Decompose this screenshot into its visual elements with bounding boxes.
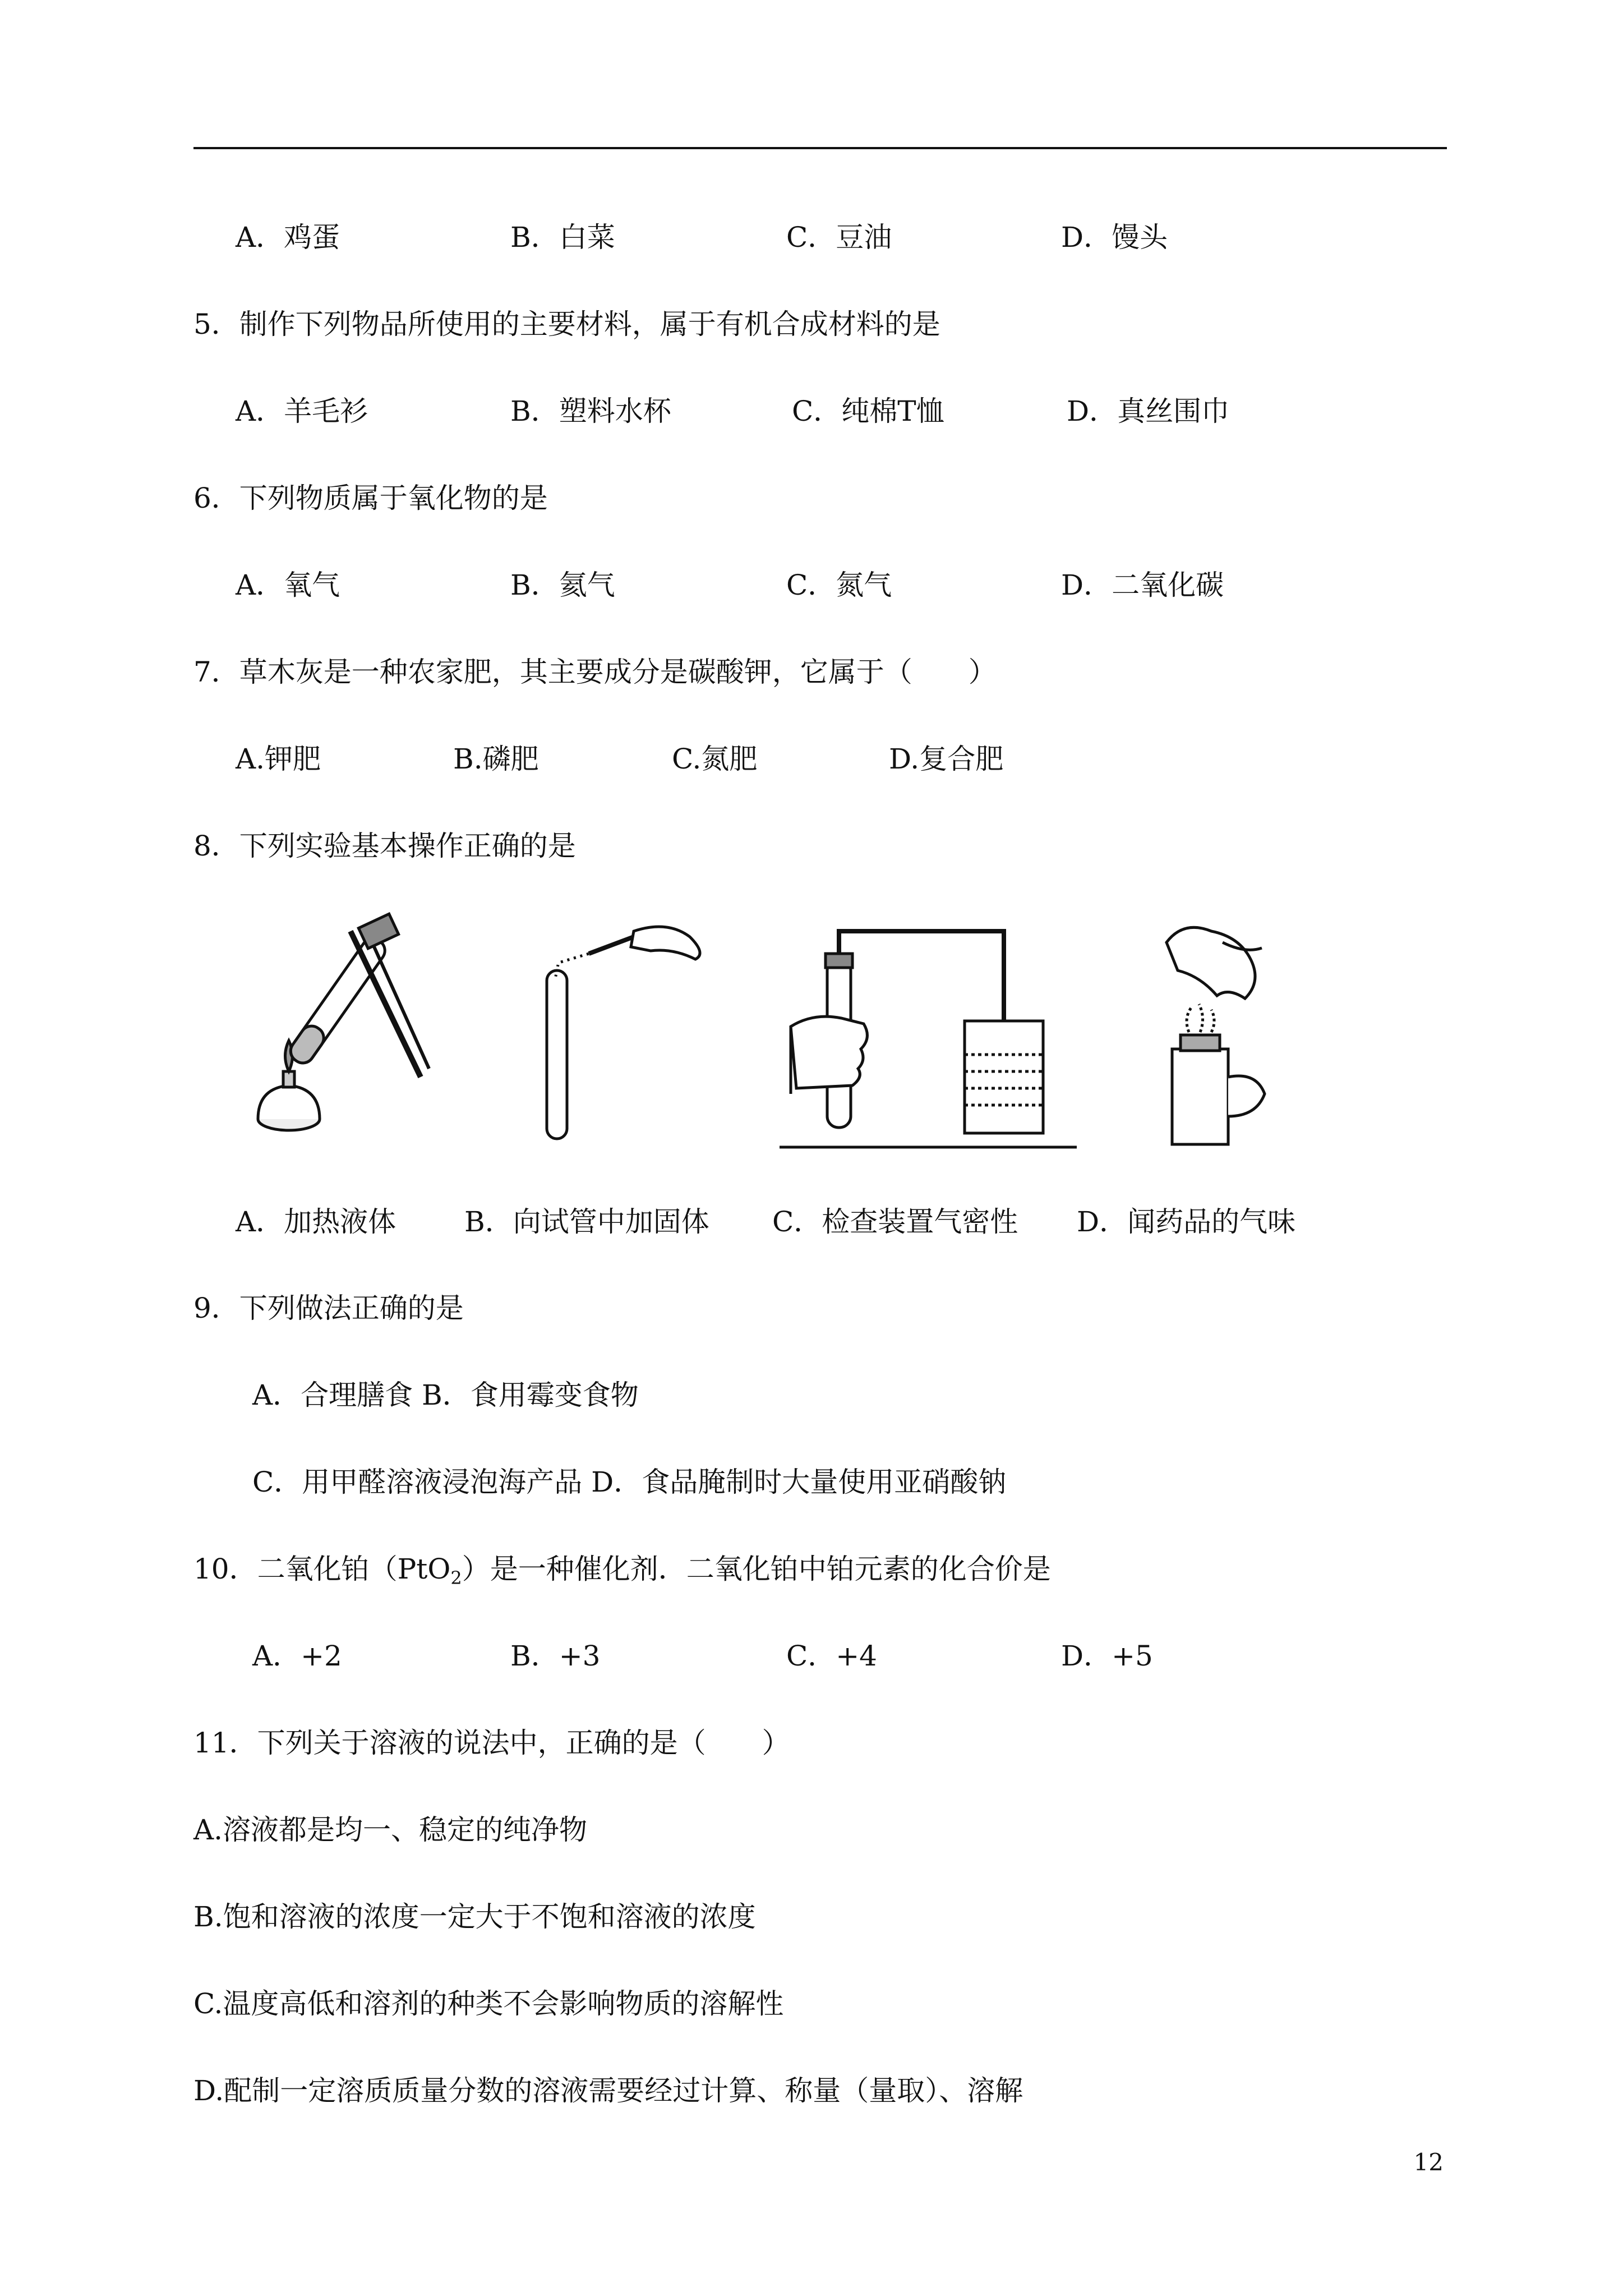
q10-options bbox=[252, 1634, 1430, 1678]
page-number: 12 bbox=[1413, 2148, 1444, 2176]
q8-captions bbox=[236, 1199, 1413, 1244]
q10-option-c: C．+4 bbox=[786, 1640, 877, 1672]
q4-option-a: A．鸡蛋 bbox=[236, 221, 340, 254]
q11-option-c: C.温度高低和溶剂的种类不会影响物质的溶解性 bbox=[193, 1987, 784, 2020]
q8-caption-a: A．加热液体 bbox=[236, 1205, 396, 1238]
q5-option-b: B．塑料水杯 bbox=[510, 395, 671, 427]
figure-adding-solid bbox=[505, 909, 718, 1156]
q8-caption-b: B．向试管中加固体 bbox=[464, 1205, 709, 1238]
q8-caption-d: D．闻药品的气味 bbox=[1077, 1205, 1296, 1238]
q11-option-a: A.溶液都是均一、稳定的纯净物 bbox=[193, 1814, 588, 1846]
q4-options bbox=[236, 215, 1413, 260]
q6-option-b: B．氦气 bbox=[510, 569, 615, 601]
q10-stem-subscript: 2 bbox=[450, 1567, 462, 1589]
q5-stem: 5．制作下列物品所使用的主要材料，属于有机合成材料的是 bbox=[193, 308, 940, 341]
q5-option-d: D．真丝围巾 bbox=[1067, 395, 1230, 427]
q8-caption-c: C．检查装置气密性 bbox=[772, 1205, 1018, 1238]
q8-figures bbox=[224, 909, 1346, 1156]
q7-option-b: B.磷肥 bbox=[453, 743, 539, 775]
q5-options bbox=[236, 389, 1413, 434]
q7-option-a: A.钾肥 bbox=[236, 743, 321, 775]
q7-options bbox=[236, 737, 1413, 781]
figure-smelling-odor bbox=[1133, 909, 1335, 1156]
q10-option-b: B．+3 bbox=[510, 1640, 601, 1672]
q6-options bbox=[236, 563, 1413, 608]
q7-stem: 7．草木灰是一种农家肥，其主要成分是碳酸钾，它属于（ ） bbox=[193, 656, 997, 688]
figure-airtightness-check bbox=[780, 909, 1082, 1156]
q6-stem: 6．下列物质属于氧化物的是 bbox=[193, 482, 548, 514]
q9-options-line-2: C．用甲醛溶液浸泡海产品 D．食品腌制时大量使用亚硝酸钠 bbox=[252, 1466, 1007, 1498]
q4-option-b: B．白菜 bbox=[510, 221, 615, 254]
q7-option-d: D.复合肥 bbox=[889, 743, 1004, 775]
q4-option-d: D．馒头 bbox=[1061, 221, 1168, 254]
q5-option-a: A．羊毛衫 bbox=[236, 395, 368, 427]
q4-option-c: C．豆油 bbox=[786, 221, 892, 254]
q11-option-d: D.配制一定溶质质量分数的溶液需要经过计算、称量（量取）、溶解 bbox=[193, 2074, 1023, 2107]
q10-stem-post: ）是一种催化剂．二氧化铂中铂元素的化合价是 bbox=[462, 1553, 1051, 1585]
header-rule bbox=[193, 147, 1447, 149]
q6-option-a: A．氧气 bbox=[236, 569, 340, 601]
q5-option-c: C．纯棉T恤 bbox=[792, 395, 944, 427]
q6-option-c: C．氮气 bbox=[786, 569, 892, 601]
q8-stem: 8．下列实验基本操作正确的是 bbox=[193, 830, 576, 862]
q9-stem: 9．下列做法正确的是 bbox=[193, 1292, 464, 1324]
q7-option-c: C.氮肥 bbox=[672, 743, 758, 775]
q10-stem bbox=[193, 1547, 1051, 1591]
q9-options-line-1: A．合理膳食 B．食用霉变食物 bbox=[252, 1379, 639, 1411]
q11-option-b: B.饱和溶液的浓度一定大于不饱和溶液的浓度 bbox=[193, 1901, 756, 1933]
figure-heating-liquid bbox=[236, 909, 471, 1156]
q10-option-d: D．+5 bbox=[1061, 1640, 1153, 1672]
q11-stem: 11．下列关于溶液的说法中，正确的是（ ） bbox=[193, 1727, 790, 1759]
q10-stem-pre: 10．二氧化铂（PtO bbox=[193, 1553, 451, 1585]
q6-option-d: D．二氧化碳 bbox=[1061, 569, 1224, 601]
q10-option-a: A．+2 bbox=[252, 1640, 342, 1672]
